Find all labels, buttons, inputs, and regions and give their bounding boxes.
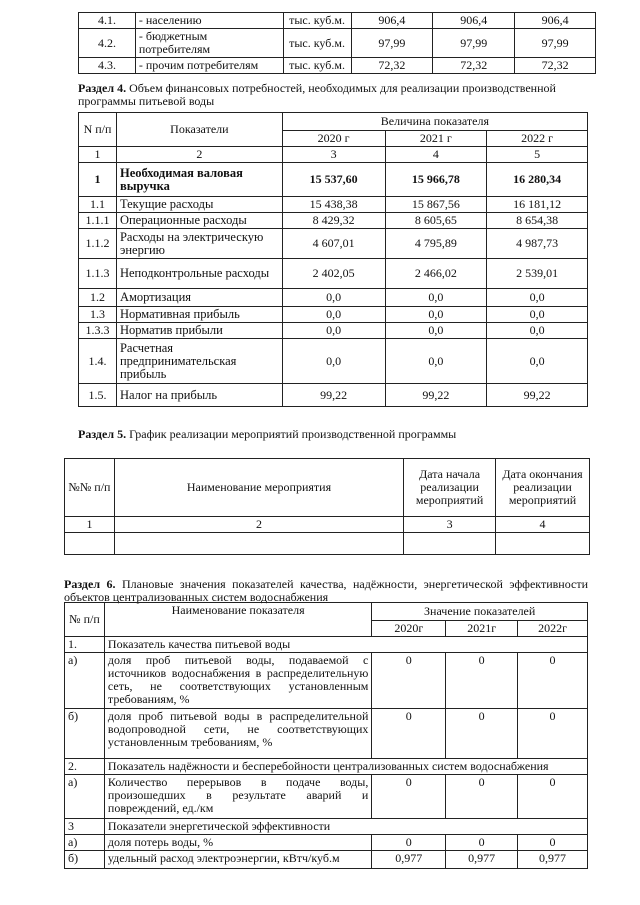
column-number: 3 [282,147,385,163]
row-value: 72,32 [351,58,433,74]
row-value: 0 [372,835,446,851]
header-year: 2022 г [487,131,588,147]
row-indicator: доля потерь воды, % [104,835,371,851]
table-row [79,289,588,307]
header-year: 2021 г [385,131,487,147]
row-value: 906,4 [433,13,515,29]
row-value: 0 [446,653,518,709]
table-row [65,851,588,869]
header-year: 2022г [518,621,588,637]
row-value: 0,0 [487,307,588,323]
row-value: 0 [372,653,446,709]
row-value: 8 654,38 [487,213,588,229]
row-indicator: Норматив прибыли [116,323,282,339]
header-year: 2020г [372,621,446,637]
section-4-table [78,112,588,407]
table-row [79,29,596,58]
row-value: 2 539,01 [487,259,588,289]
row-indicator: доля проб питьевой воды в распределительной водопроводной сети, не соответствующих установленным требованиям, % [104,709,371,759]
top-fragment-table [78,12,596,74]
empty-cell [496,533,590,555]
column-number: 4 [496,517,590,533]
header-indicator-name: Наименование показателя [104,603,371,637]
row-number: 4.2. [79,29,136,58]
row-value: 15 537,60 [282,163,385,197]
row-value: 72,32 [515,58,596,74]
row-value: 0,0 [385,289,487,307]
row-value: 0 [446,775,518,819]
table-row [79,213,588,229]
row-value: 0,0 [487,339,588,384]
row-value: 0,0 [282,289,385,307]
row-number: 3 [65,819,105,835]
row-indicator: Неподконтрольные расходы [116,259,282,289]
row-value: 4 795,89 [385,229,487,259]
row-unit: тыс. куб.м. [283,58,351,74]
row-unit: тыс. куб.м. [283,13,351,29]
table-row [79,323,588,339]
row-indicator: доля проб питьевой воды, подаваемой с источников водоснабжения в распределительную сеть, не соответствующих установленным требованиям, % [104,653,371,709]
row-value: 0,0 [282,323,385,339]
row-indicator: Необходимая валовая выручка [116,163,282,197]
row-value: 99,22 [487,384,588,407]
row-label: - бюджетным потребителям [135,29,283,58]
row-indicator: Расходы на электрическую энергию [116,229,282,259]
row-number: 1.3 [79,307,117,323]
row-value: 15 867,56 [385,197,487,213]
row-number: 4.3. [79,58,136,74]
row-value: 15 438,38 [282,197,385,213]
row-label: - прочим потребителям [135,58,283,74]
header-activity: Наименование мероприятия [114,459,403,517]
row-unit: тыс. куб.м. [283,29,351,58]
table-row [65,835,588,851]
column-number: 2 [114,517,403,533]
row-value: 0,977 [518,851,588,869]
row-value: 4 607,01 [282,229,385,259]
row-value: 0,977 [446,851,518,869]
row-number: 1.1.3 [79,259,117,289]
row-number: 1.3.3 [79,323,117,339]
row-value: 0 [518,775,588,819]
table-row [79,229,588,259]
table-row [65,775,588,819]
section-row [65,637,588,653]
table-row [79,384,588,407]
row-value: 16 181,12 [487,197,588,213]
row-value: 97,99 [433,29,515,58]
header-values: Значение показателей [372,603,588,621]
row-value: 0 [372,709,446,759]
empty-row [65,533,590,555]
section-row [65,819,588,835]
section-heading: Показатели энергетической эффективности [104,819,587,835]
section-row [65,759,588,775]
row-value: 4 987,73 [487,229,588,259]
row-indicator: Текущие расходы [116,197,282,213]
row-number: 1.2 [79,289,117,307]
row-indicator: Операционные расходы [116,213,282,229]
row-value: 8 605,65 [385,213,487,229]
column-number: 1 [79,147,117,163]
row-value: 15 966,78 [385,163,487,197]
row-value: 0,0 [385,307,487,323]
row-value: 0 [446,835,518,851]
header-num: № п/п [65,603,105,637]
table-row [79,197,588,213]
row-value: 906,4 [515,13,596,29]
header-values: Величина показателя [282,113,587,131]
row-number: 1.1.1 [79,213,117,229]
row-value: 97,99 [515,29,596,58]
header-year: 2021г [446,621,518,637]
empty-cell [114,533,403,555]
row-value: 8 429,32 [282,213,385,229]
section-heading: Показатель надёжности и бесперебойности централизованных систем водоснабжения [104,759,587,775]
table-row [65,709,588,759]
column-number: 2 [116,147,282,163]
row-number: 4.1. [79,13,136,29]
header-end-date: Дата окончания реализации мероприятий [496,459,590,517]
row-value: 0 [518,653,588,709]
row-value: 0 [518,709,588,759]
row-indicator: Расчетная предпринимательская прибыль [116,339,282,384]
table-row [79,259,588,289]
table-row [79,339,588,384]
row-value: 99,22 [385,384,487,407]
row-indicator: Амортизация [116,289,282,307]
header-num: N п/п [79,113,117,147]
row-label: - населению [135,13,283,29]
section-5-title: Раздел 5. График реализации мероприятий производственной программы [78,427,457,441]
row-value: 16 280,34 [487,163,588,197]
row-number: 1.5. [79,384,117,407]
row-number: 1. [65,637,105,653]
row-value: 0,0 [487,323,588,339]
row-number: а) [65,775,105,819]
row-value: 2 466,02 [385,259,487,289]
section-6-title: Раздел 6. Плановые значения показателей качества, надёжности, энергетической эффективности объектов централизованных систем водоснабжения [64,577,588,604]
empty-cell [65,533,115,555]
section-5-table [64,458,590,555]
header-start-date: Дата начала реализации мероприятий [404,459,496,517]
table-row [79,307,588,323]
row-value: 0,977 [372,851,446,869]
row-value: 2 402,05 [282,259,385,289]
row-indicator: Налог на прибыль [116,384,282,407]
table-row [79,163,588,197]
row-value: 0 [372,775,446,819]
row-value: 0,0 [385,339,487,384]
row-number: б) [65,709,105,759]
column-number: 3 [404,517,496,533]
row-value: 97,99 [351,29,433,58]
row-indicator: удельный расход электроэнергии, кВтч/куб.м [104,851,371,869]
header-year: 2020 г [282,131,385,147]
section-4-title: Раздел 4. Объем финансовых потребностей, необходимых для реализации производственной программы питьевой воды [78,81,556,108]
row-value: 99,22 [282,384,385,407]
row-value: 0,0 [282,339,385,384]
row-value: 0,0 [282,307,385,323]
header-num: №№ п/п [65,459,115,517]
row-number: 1.4. [79,339,117,384]
section-6-table [64,602,588,869]
column-number: 1 [65,517,115,533]
section-heading: Показатель качества питьевой воды [104,637,587,653]
empty-cell [404,533,496,555]
row-value: 0 [518,835,588,851]
row-number: 2. [65,759,105,775]
row-number: 1 [79,163,117,197]
row-indicator: Нормативная прибыль [116,307,282,323]
table-row [65,653,588,709]
row-indicator: Количество перерывов в подаче воды, произошедших в результате аварий и повреждений, ед./км [104,775,371,819]
table-row [79,58,596,74]
table-row [79,13,596,29]
row-number: а) [65,653,105,709]
row-number: а) [65,835,105,851]
row-value: 0,0 [385,323,487,339]
row-value: 72,32 [433,58,515,74]
row-value: 0,0 [487,289,588,307]
row-number: 1.1 [79,197,117,213]
row-number: б) [65,851,105,869]
column-number: 5 [487,147,588,163]
column-number: 4 [385,147,487,163]
row-number: 1.1.2 [79,229,117,259]
row-value: 0 [446,709,518,759]
row-value: 906,4 [351,13,433,29]
header-indicators: Показатели [116,113,282,147]
